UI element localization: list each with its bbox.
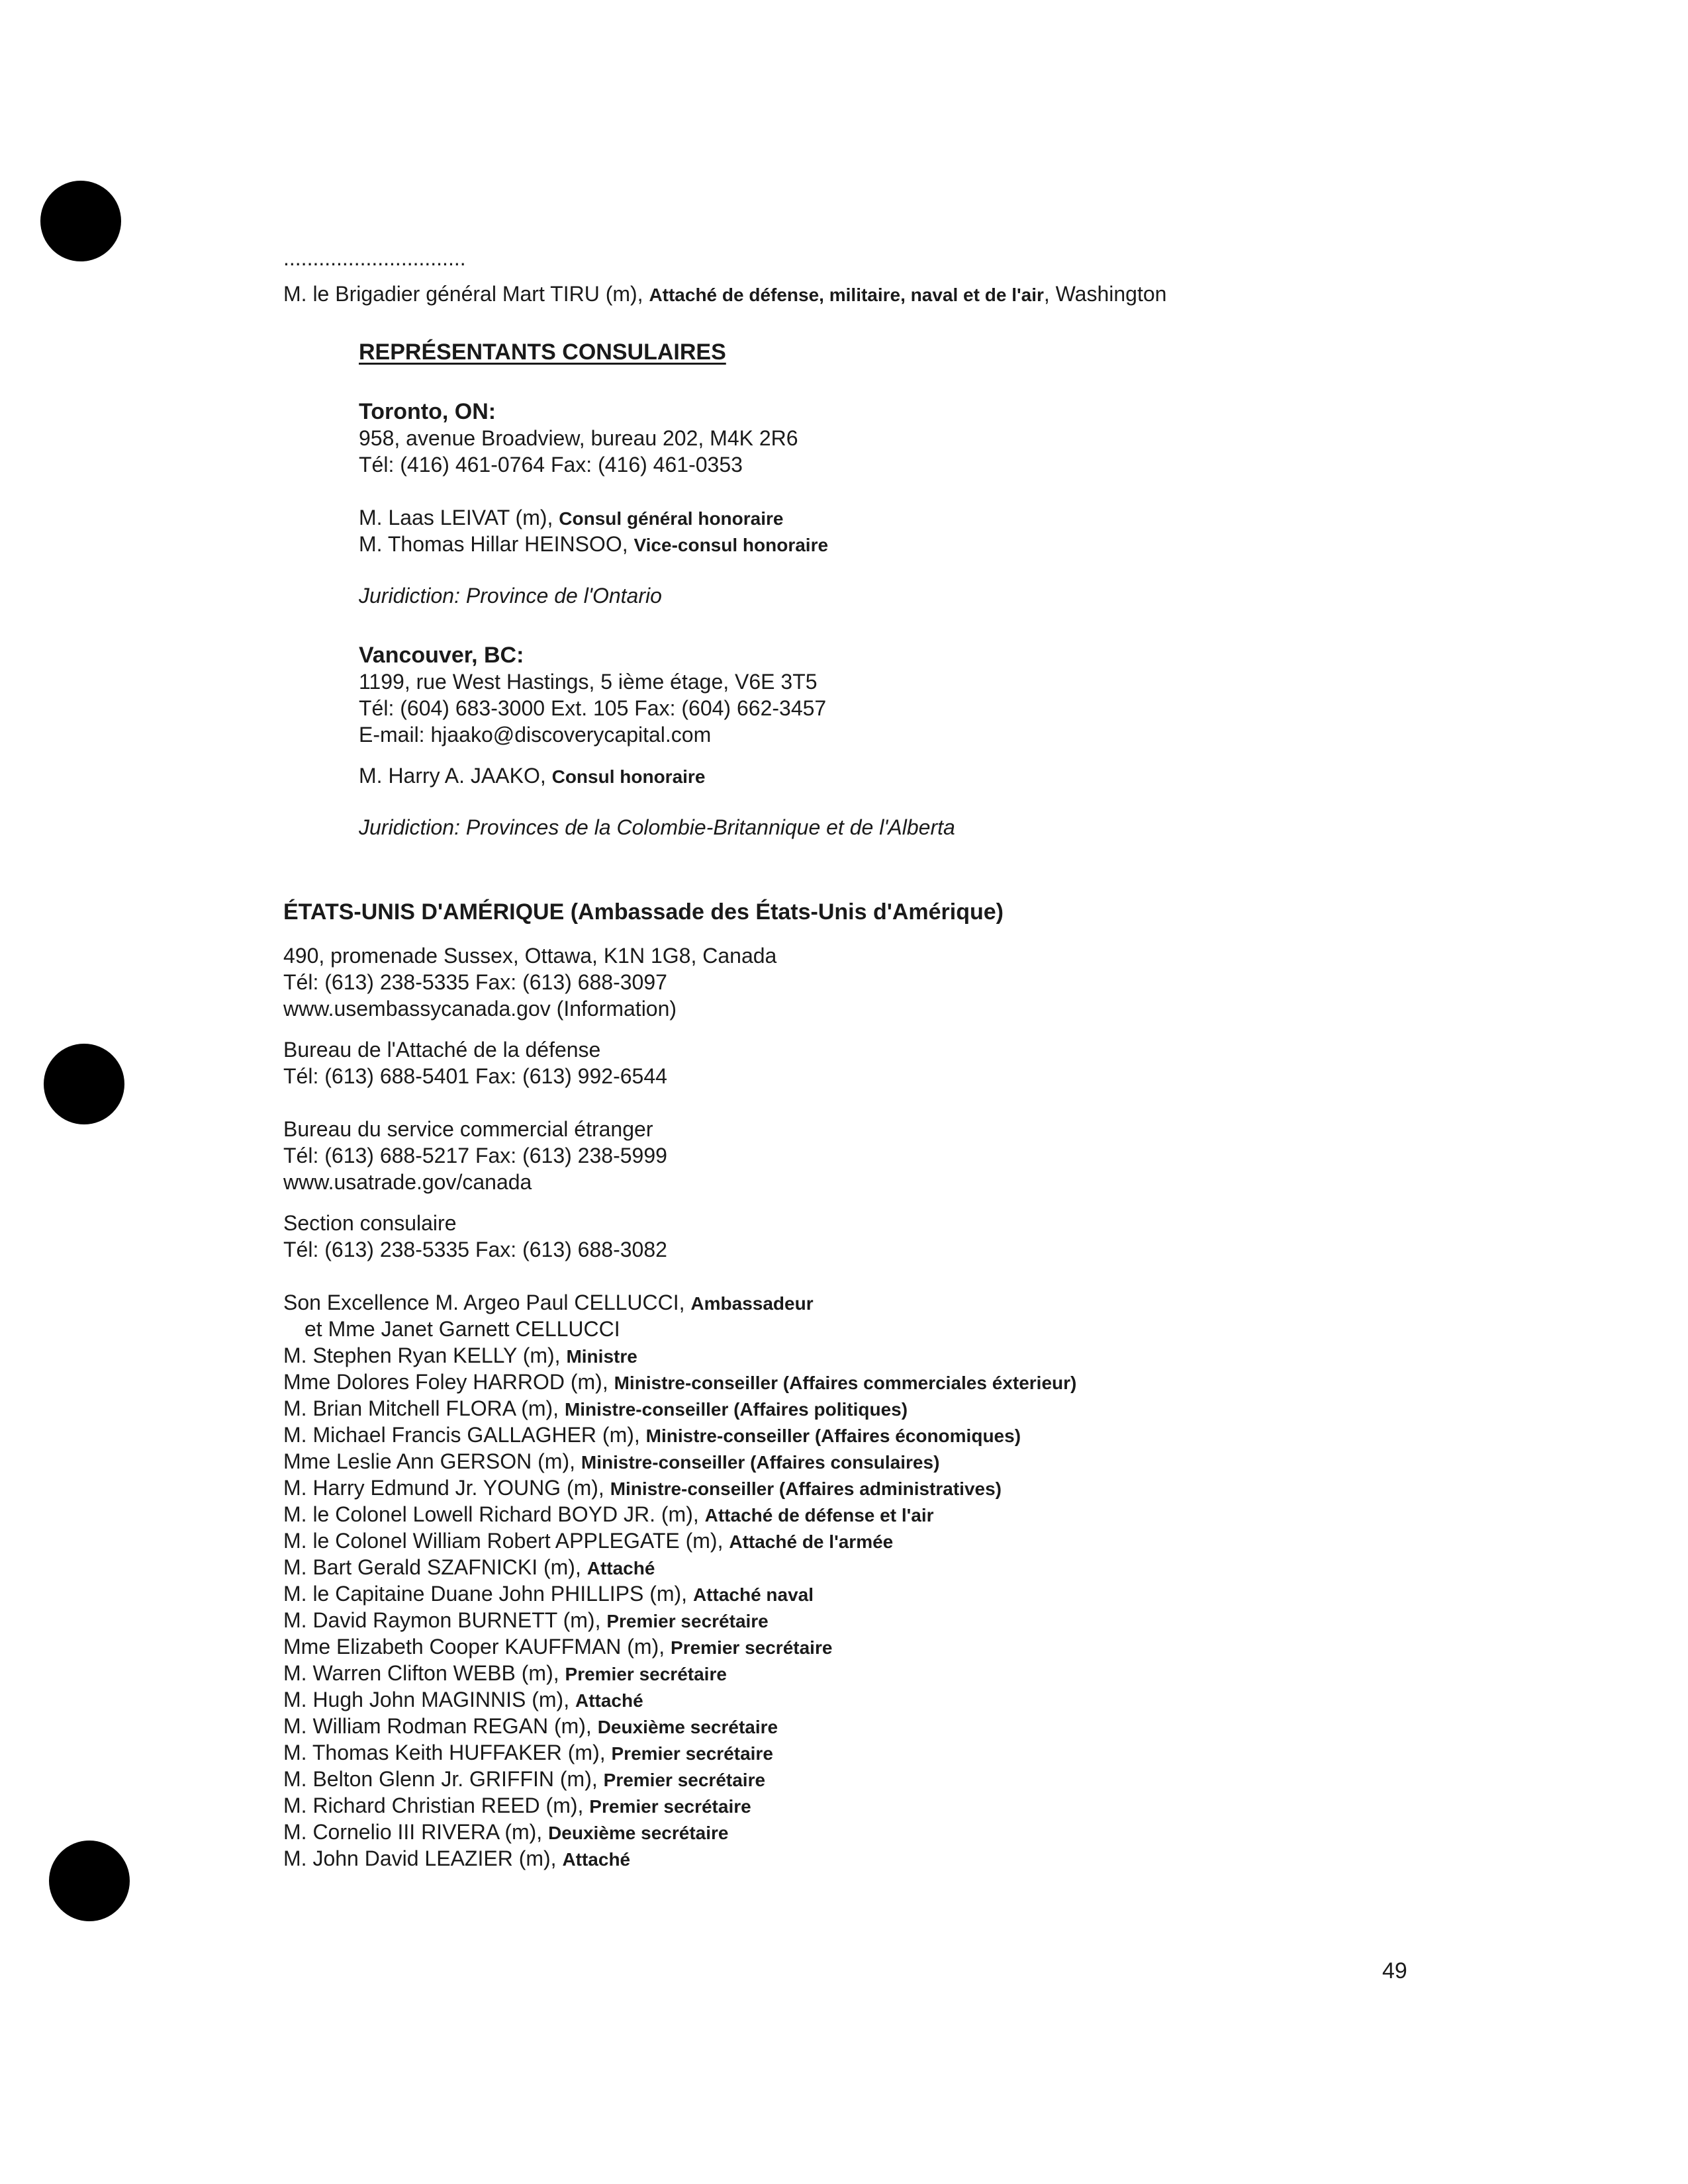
person-title: Ambassadeur: [690, 1293, 814, 1314]
toronto-address: 958, avenue Broadview, bureau 202, M4K 2R6: [359, 426, 798, 450]
person-name: M. Belton Glenn Jr. GRIFFIN (m),: [283, 1767, 604, 1791]
person-title: Consul honoraire: [551, 766, 706, 787]
person-name: M. Stephen Ryan KELLY (m),: [283, 1343, 567, 1367]
staff-item: [283, 1501, 934, 1529]
person-name: M. le Colonel William Robert APPLEGATE (m),: [283, 1529, 729, 1553]
punch-hole: [40, 181, 121, 261]
staff-item: [283, 1554, 655, 1582]
person-name: M. Thomas Hillar HEINSOO,: [359, 532, 634, 556]
person-name: Mme Elizabeth Cooper KAUFFMAN (m),: [283, 1635, 671, 1659]
person-title: Premier secrétaire: [603, 1770, 766, 1790]
staff-item: [283, 1369, 1076, 1396]
staff-item: [283, 1633, 832, 1661]
punch-hole: [49, 1841, 130, 1921]
person-title: Attaché de défense et l'air: [704, 1505, 934, 1525]
person-name: M. William Rodman REGAN (m),: [283, 1714, 598, 1738]
punch-hole: [44, 1044, 124, 1124]
page-number: 49: [1382, 1958, 1407, 1983]
person-name: M. Bart Gerald SZAFNICKI (m),: [283, 1555, 587, 1579]
vancouver-email: E-mail: hjaako@discoverycapital.com: [359, 723, 712, 747]
person-name: M. Harry A. JAAKO,: [359, 764, 552, 788]
person-name: M. Richard Christian REED (m),: [283, 1794, 590, 1817]
toronto-person: [359, 531, 828, 559]
staff-item: [283, 1819, 728, 1846]
person-title: Ministre-conseiller (Affaires consulaires): [581, 1452, 940, 1473]
person-title: Attaché naval: [692, 1584, 814, 1605]
person-title: Attaché: [575, 1690, 643, 1711]
person-title: Vice-consul honoraire: [633, 535, 829, 555]
brigadier-line: [283, 281, 1166, 308]
person-title: Ministre: [566, 1346, 637, 1367]
usa-phone: Tél: (613) 238-5335 Fax: (613) 688-3097: [283, 970, 667, 994]
toronto-jurisdiction: Juridiction: Province de l'Ontario: [359, 584, 662, 608]
defense-office: Bureau de l'Attaché de la défense: [283, 1038, 601, 1062]
person-name: M. Thomas Keith HUFFAKER (m),: [283, 1741, 612, 1764]
staff-item: [283, 1395, 908, 1423]
defense-phone: Tél: (613) 688-5401 Fax: (613) 992-6544: [283, 1064, 667, 1088]
usa-web: www.usembassycanada.gov (Information): [283, 997, 677, 1021]
person-title: Attaché de défense, militaire, naval et de l'air: [649, 285, 1044, 305]
person-title: Ministre-conseiller (Affaires économiques): [645, 1426, 1021, 1446]
staff-item: [283, 1792, 751, 1820]
vancouver-phone: Tél: (604) 683-3000 Ext. 105 Fax: (604) 662-3457: [359, 696, 827, 720]
person-title: Attaché de l'armée: [729, 1531, 894, 1552]
staff-item: [283, 1739, 773, 1767]
person-name: M. Harry Edmund Jr. YOUNG (m),: [283, 1476, 610, 1500]
person-name: M. David Raymon BURNETT (m),: [283, 1608, 607, 1632]
toronto-person: [359, 504, 783, 532]
person-title: Ministre-conseiller (Affaires commerciales éxterieur): [614, 1373, 1077, 1393]
consular-section: Section consulaire: [283, 1211, 457, 1235]
person-name: Son Excellence M. Argeo Paul CELLUCCI,: [283, 1291, 691, 1314]
person-name: Mme Dolores Foley HARROD (m),: [283, 1370, 614, 1394]
vancouver-city: Vancouver, BC:: [359, 643, 524, 668]
staff-item: [283, 1660, 727, 1688]
person-name: M. Warren Clifton WEBB (m),: [283, 1661, 565, 1685]
staff-item: [283, 1342, 637, 1370]
person-name: M. le Capitaine Duane John PHILLIPS (m),: [283, 1582, 693, 1606]
person-title: Attaché: [562, 1849, 631, 1870]
person-name: M. Laas LEIVAT (m),: [359, 506, 559, 529]
vancouver-address: 1199, rue West Hastings, 5 ième étage, V6E 3T5: [359, 670, 818, 694]
staff-item: [283, 1713, 778, 1741]
person-name: M. Cornelio III RIVERA (m),: [283, 1820, 549, 1844]
person-title: Deuxième secrétaire: [548, 1823, 729, 1843]
usa-address: 490, promenade Sussex, Ottawa, K1N 1G8, Canada: [283, 944, 777, 968]
commercial-web: www.usatrade.gov/canada: [283, 1170, 532, 1194]
person-title: Deuxième secrétaire: [597, 1717, 778, 1737]
vancouver-jurisdiction: Juridiction: Provinces de la Colombie-Britannique et de l'Alberta: [359, 815, 955, 839]
staff-item: [283, 1686, 643, 1714]
consular-heading: REPRÉSENTANTS CONSULAIRES: [359, 340, 726, 365]
person-title: Premier secrétaire: [671, 1637, 833, 1658]
person-title: Attaché: [586, 1558, 655, 1578]
person-name: M. le Brigadier général Mart TIRU (m),: [283, 282, 649, 306]
staff-item: [283, 1527, 893, 1555]
usa-heading: ÉTATS-UNIS D'AMÉRIQUE (Ambassade des États-Unis d'Amérique): [283, 899, 1004, 925]
person-title: Premier secrétaire: [606, 1611, 769, 1631]
spouse-line: et Mme Janet Garnett CELLUCCI: [305, 1317, 620, 1341]
person-title: Ministre-conseiller (Affaires administratives): [610, 1479, 1002, 1499]
person-name: M. Hugh John MAGINNIS (m),: [283, 1688, 575, 1711]
staff-item: [283, 1475, 1002, 1502]
toronto-city: Toronto, ON:: [359, 399, 496, 424]
staff-item: [283, 1422, 1021, 1449]
staff-item: [283, 1607, 769, 1635]
person-name: M. John David LEAZIER (m),: [283, 1846, 563, 1870]
person-title: Premier secrétaire: [565, 1664, 727, 1684]
vancouver-person: [359, 762, 705, 790]
ambassador-line: [283, 1289, 814, 1317]
person-title: Premier secrétaire: [589, 1796, 751, 1817]
person-name: Mme Leslie Ann GERSON (m),: [283, 1449, 581, 1473]
staff-item: [283, 1766, 765, 1794]
person-name: M. Brian Mitchell FLORA (m),: [283, 1396, 565, 1420]
consular-phone: Tél: (613) 238-5335 Fax: (613) 688-3082: [283, 1238, 667, 1261]
person-title: Ministre-conseiller (Affaires politiques): [564, 1399, 908, 1420]
location: , Washington: [1043, 282, 1167, 306]
dotted-separator: ...............................: [283, 246, 466, 270]
commercial-phone: Tél: (613) 688-5217 Fax: (613) 238-5999: [283, 1144, 667, 1167]
staff-item: [283, 1580, 814, 1608]
staff-item: [283, 1448, 939, 1476]
commercial-office: Bureau du service commercial étranger: [283, 1117, 653, 1141]
person-name: M. le Colonel Lowell Richard BOYD JR. (m),: [283, 1502, 705, 1526]
toronto-phone: Tél: (416) 461-0764 Fax: (416) 461-0353: [359, 453, 743, 477]
person-title: Premier secrétaire: [611, 1743, 773, 1764]
person-name: M. Michael Francis GALLAGHER (m),: [283, 1423, 646, 1447]
staff-item: [283, 1845, 630, 1873]
person-title: Consul général honoraire: [559, 508, 784, 529]
